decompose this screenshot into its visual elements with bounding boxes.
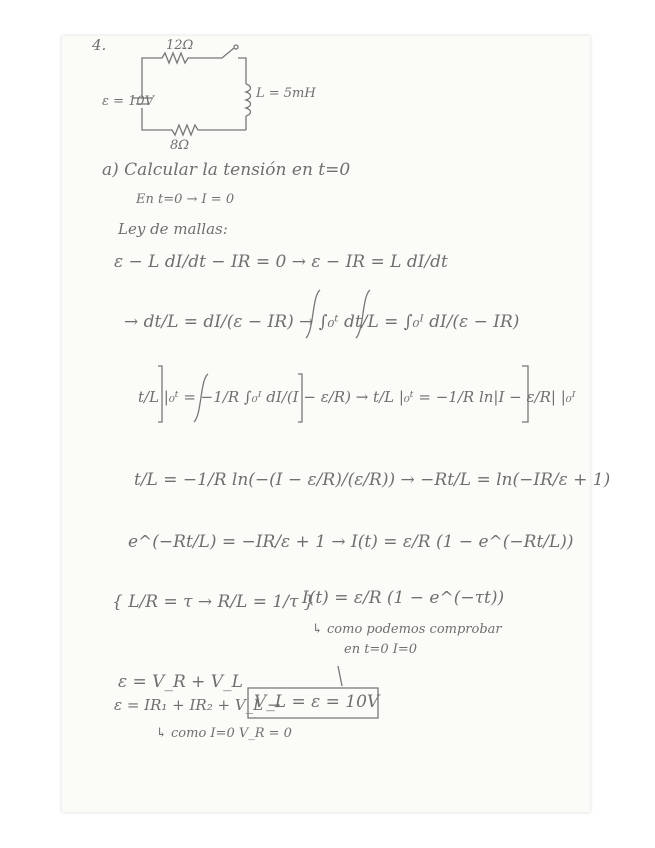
equation-line-3: t/L |₀ᵗ = −1/R ∫₀ᴵ dI/(I − ε/R) → t/L |₀ᵗ = −1/R ln|I − ε/R| |₀ᴵ xyxy=(138,388,576,406)
voltage-expansion: ε = IR₁ + IR₂ + V_L → xyxy=(114,696,281,714)
tau-definition: { L/R = τ → R/L = 1/τ } xyxy=(112,592,315,612)
verification-note-2: en t=0 I=0 xyxy=(344,642,418,657)
source-label: ε = 10V xyxy=(102,94,155,109)
equation-line-5: e^(−Rt/L) = −IR/ε + 1 → I(t) = ε/R (1 − e^(−Rt/L)) xyxy=(128,532,574,552)
equation-line-2: → dt/L = dI/(ε − IR) → ∫₀ᵗ dt/L = ∫₀ᴵ dI/(ε − IR) xyxy=(124,312,520,332)
problem-number: 4. xyxy=(92,36,107,54)
inductor-label: L = 5mH xyxy=(256,86,316,101)
equation-line-4: t/L = −1/R ln(−(I − ε/R)/(ε/R)) → −Rt/L = ln(−IR/ε + 1) xyxy=(134,470,611,490)
law-label: Ley de mallas: xyxy=(118,220,228,238)
notebook-page xyxy=(62,36,611,812)
equation-line-1: ε − L dI/dt − IR = 0 → ε − IR = L dI/dt xyxy=(114,252,448,272)
initial-condition: En t=0 → I = 0 xyxy=(136,192,235,207)
final-note: ↳ como I=0 V_R = 0 xyxy=(156,726,292,741)
current-solution: I(t) = ε/R (1 − e^(−τt)) xyxy=(302,588,505,608)
voltage-sum: ε = V_R + V_L xyxy=(118,672,243,692)
resistor-1-label: 12Ω xyxy=(166,38,194,53)
final-result: V_L = ε = 10V xyxy=(254,692,380,712)
resistor-2-label: 8Ω xyxy=(170,138,190,153)
part-a-heading: a) Calcular la tensión en t=0 xyxy=(102,160,351,180)
verification-note-1: ↳ como podemos comprobar xyxy=(312,622,502,637)
